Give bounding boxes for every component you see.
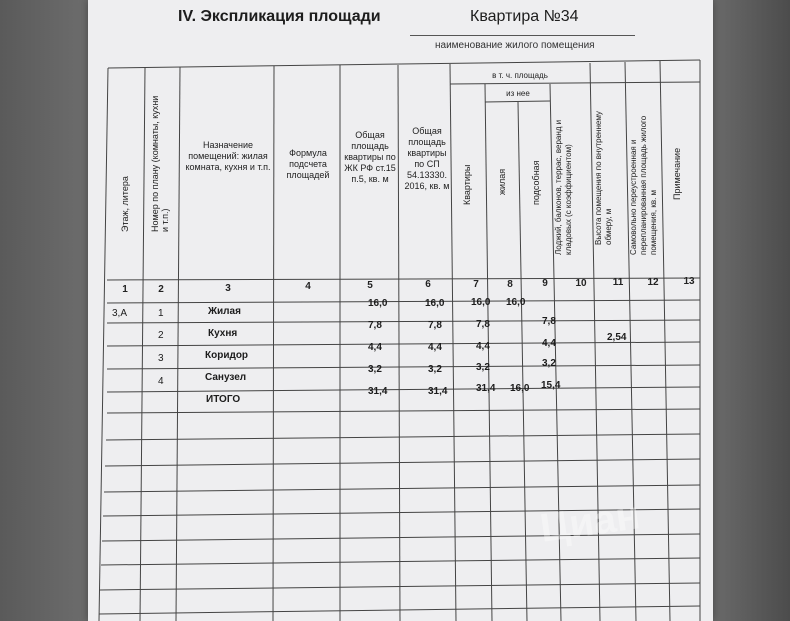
header-living: жилая: [497, 168, 507, 195]
col-number: 6: [425, 279, 431, 290]
col-number: 5: [367, 280, 373, 291]
cell-c5: 16,0: [368, 298, 388, 309]
cell-num: 4: [158, 376, 164, 387]
cell-c7: 7,8: [476, 319, 490, 330]
cell-name: Кухня: [208, 328, 238, 339]
cell-name: Санузел: [205, 372, 247, 383]
header-of-which: из нее: [506, 89, 530, 98]
col-number: 11: [612, 277, 624, 288]
apartment-underline: [410, 35, 635, 36]
col-number: 3: [225, 283, 231, 294]
cell-c9: 7,8: [542, 316, 556, 327]
apartment-caption: наименование жилого помещения: [435, 40, 595, 51]
header-self-built: Самовольно переустроенная и перепланированная площадь жилого помещения, кв. м: [629, 115, 658, 255]
apartment-number: Квартира №34: [470, 8, 579, 25]
header-plan-number: Номер по плану (комнаты, кухни и т.п.): [150, 95, 170, 232]
total-c6: 31,4: [428, 386, 448, 397]
cell-floor: 3,А: [112, 308, 128, 319]
header-formula: Формула подсчета площадей: [286, 148, 330, 180]
cell-c9: 4,4: [542, 338, 556, 349]
cell-num: 2: [158, 330, 164, 341]
cell-height: 2,54: [607, 332, 627, 343]
cell-c7: 3,2: [476, 362, 490, 373]
total-c8: 16,0: [510, 383, 530, 394]
col-number: 8: [507, 279, 513, 290]
header-total-zhk: Общая площадь квартиры по ЖК РФ ст.15 п.5, кв. м: [344, 130, 396, 184]
header-floor: Этаж, литера: [120, 176, 130, 232]
cell-c5: 7,8: [368, 320, 382, 331]
watermark-logo: Циан: [537, 493, 643, 551]
header-total-sp: Общая площадь квартиры по СП 54.13330. 2016, кв. м: [404, 126, 450, 191]
cell-c6: 16,0: [425, 298, 445, 309]
page-title: IV. Экспликация площади: [178, 8, 381, 25]
cell-c5: 3,2: [368, 364, 382, 375]
total-label: ИТОГО: [206, 394, 241, 405]
col-number: 7: [473, 279, 479, 290]
header-apartment: Квартиры: [462, 164, 472, 205]
total-c5: 31,4: [368, 386, 388, 397]
cell-c6: 4,4: [428, 342, 442, 353]
cell-c5: 4,4: [368, 342, 382, 353]
col-number: 9: [542, 278, 548, 289]
header-purpose: Назначение помещений: жилая комната, кухня и т.п.: [185, 140, 271, 172]
header-loggias: Лоджий, балконов, террас, веранд и кладовых (с коэффициентом): [554, 119, 573, 255]
cell-num: 3: [158, 353, 164, 364]
col-number: 13: [683, 276, 695, 287]
cell-name: Коридор: [205, 350, 249, 361]
cell-c7: 4,4: [476, 341, 490, 352]
header-incl-area: в т. ч. площадь: [492, 71, 548, 80]
cell-num: 1: [158, 308, 164, 319]
cell-c6: 3,2: [428, 364, 442, 375]
cell-c7: 16,0: [471, 297, 491, 308]
total-c9: 15,4: [541, 380, 561, 391]
total-c7: 31,4: [476, 383, 496, 394]
cell-name: Жилая: [208, 306, 241, 317]
cell-c9: 3,2: [542, 358, 556, 369]
header-height: Высота помещения по внутреннему обмеру, м: [594, 111, 613, 245]
col-number: 12: [647, 277, 659, 288]
col-number: 10: [575, 278, 587, 289]
cell-c8: 16,0: [506, 297, 526, 308]
col-number: 4: [305, 281, 311, 292]
col-number: 1: [122, 284, 128, 295]
header-auxiliary: подсобная: [531, 160, 541, 205]
cell-c6: 7,8: [428, 320, 442, 331]
header-notes: Примечание: [672, 147, 682, 200]
col-number: 2: [158, 284, 164, 295]
